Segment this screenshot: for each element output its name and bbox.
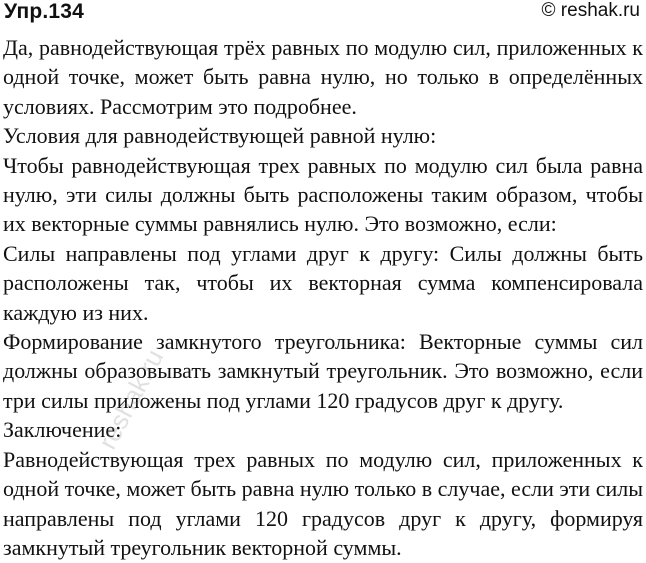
source-label: © reshak.ru — [541, 0, 640, 21]
exercise-title: Упр.134 — [4, 0, 85, 23]
paragraph-angles: Силы направлены под углами друг к другу: Силы должны быть расположены так, чтобы их векторная сумма компенсировала каждую из них. — [3, 240, 643, 325]
watermark: reshak.ru — [92, 344, 170, 455]
paragraph-intro: Да, равнодействующая трёх равных по модулю сил, приложенных к одной точке, может быть равна нулю, но только в определённых условиях. Рассмотрим это подробнее. — [3, 35, 643, 119]
solution-text — [3, 33, 643, 562]
page-header — [4, 0, 640, 30]
paragraph-conclusion-heading: Заключение: — [3, 417, 122, 443]
paragraph-vector-sum: Чтобы равнодействующая трех равных по модулю сил была равна нулю, эти силы должны быть расположены таким образом, чтобы их векторные суммы равнялись нулю. Это возможно, если: — [3, 152, 643, 237]
paragraph-conditions-heading: Условия для равнодействующей равной нулю: — [3, 123, 437, 149]
paragraph-triangle: Формирование замкнутого треугольника: Векторные суммы сил должны образовывать замкнутый треугольник. Это возможно, если три силы приложены под углами 120 градусов друг к другу. — [3, 329, 643, 413]
paragraph-conclusion: Равнодействующая трех равных по модулю сил, приложенных к одной точке, может быть равна нулю только в случае, если эти силы направлены под углами 120 градусов друг к другу, формируя замкнутый треугольник векторной суммы. — [3, 446, 643, 560]
